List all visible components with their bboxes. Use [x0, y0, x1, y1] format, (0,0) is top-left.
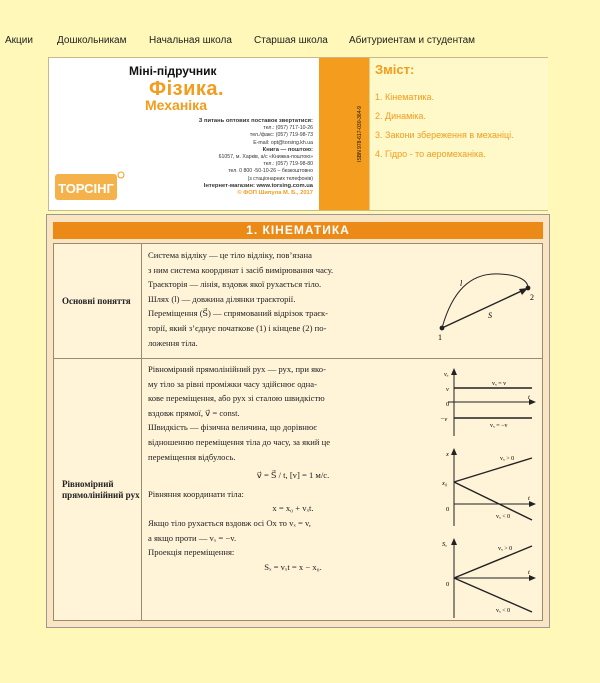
text-line: Рівняння координати тіла:: [148, 488, 244, 499]
velocity-formula: v⃗ = S⃗ / t, [v] = 1 м/с.: [256, 470, 330, 481]
contact-line: (з стаціонарних телефонів): [247, 175, 313, 182]
tick-label-x0: x₀: [442, 480, 448, 487]
text-line: Система відліку — це тіло відліку, пов’язана: [148, 250, 312, 260]
row-label-text: Основні поняття: [62, 295, 131, 306]
line-label-negative: vₓ < 0: [496, 514, 511, 520]
text-line: Переміщення (S⃗) — спрямований відрізок траєк-: [148, 308, 329, 319]
axis-label-t: t: [528, 495, 530, 502]
toc-title: Зміст:: [375, 62, 415, 77]
axis-label-t: t: [528, 394, 530, 401]
table-of-contents: [369, 58, 548, 210]
basic-concepts-text: [148, 248, 428, 350]
cover-section: Механіка: [145, 97, 207, 113]
contact-line: Інтернет-магазин: www.torsing.com.ua: [203, 182, 313, 189]
cover-series: Міні-підручник: [129, 64, 217, 78]
origin-label: 0: [446, 506, 450, 513]
displacement-label: S⃗: [488, 311, 499, 320]
tick-label-v: v: [446, 386, 449, 393]
trajectory-label-l: l: [460, 279, 463, 288]
contact-line: 61057, м. Харків, а/с «Книжка-поштою»: [218, 154, 313, 161]
text-line: ложення тіла.: [148, 337, 198, 348]
velocity-time-graph: [440, 366, 538, 438]
line-label-negative: vₓ < 0: [496, 608, 511, 614]
contact-line: E-mail: opt@torsing.kh.ua: [253, 139, 313, 146]
contact-line: тел. 0 800 -50-10-26 – безкоштовно: [228, 168, 313, 175]
trajectory-diagram: [430, 252, 538, 342]
line-label-positive: vₓ > 0: [500, 456, 515, 462]
text-line: з ним система координат і засіб вимірювання часу.: [148, 264, 334, 275]
row-label-basic-concepts: [54, 244, 142, 358]
line-label-minus-v: vₓ = −v: [490, 423, 508, 429]
kinematics-table: [53, 243, 543, 621]
text-line: кове переміщення, або рух зі сталою швидкістю: [148, 393, 325, 404]
text-line: Якщо тіло рухається вздовж осі Ox то vₓ = v,: [148, 517, 311, 528]
isbn-label: ISBN 978-617-030-364-9: [357, 106, 363, 162]
text-line: му тіло за рівні проміжки часу здійснює одна-: [148, 378, 317, 389]
coordinate-time-graph: [440, 446, 538, 528]
contact-line: тел./факс: (057) 719-98-73: [249, 132, 313, 139]
contact-line: тел.: (057) 717-10-26: [263, 125, 313, 132]
text-line: Рівномірний прямолінійний рух — рух, при яко-: [148, 364, 326, 374]
cover-front: [49, 58, 319, 210]
section-header: 1. КІНЕМАТИКА: [53, 222, 543, 239]
nav-item-preschool[interactable]: Дошкольникам: [57, 35, 127, 46]
point-1-label: 1: [438, 333, 442, 342]
toc-item-kinematics[interactable]: 1. Кінематика.: [375, 92, 435, 102]
point-2-label: 2: [530, 293, 534, 302]
cover-subject: Фізика.: [149, 78, 225, 100]
displacement-time-graph: [440, 536, 538, 620]
text-line: Швидкість — фізична величина, що дорівнює: [148, 422, 317, 433]
logo-text: ТОРСІНГ: [58, 181, 114, 196]
coordinate-formula: x = x₀ + vₓt.: [272, 503, 314, 514]
row-label-uniform-motion: [54, 359, 142, 620]
text-line: торії, який з’єднує початкове (1) і кінцеве (2) по-: [148, 322, 327, 333]
text-line: відношенню переміщення тіла до часу, за який це: [148, 436, 331, 447]
nav-item-high-school[interactable]: Старшая школа: [254, 35, 328, 46]
axis-label-vx: vₓ: [444, 371, 449, 378]
contact-line: © ФОП Шипула М. Б., 2017: [237, 190, 313, 197]
axis-label-sx: Sₓ: [442, 541, 448, 548]
origin-label: 0: [446, 581, 450, 588]
line-label-v: vₓ = v: [492, 381, 507, 387]
origin-label: 0: [446, 401, 450, 408]
axis-label-t: t: [528, 569, 530, 576]
text-line: Шлях (l) — довжина ділянки траєкторії.: [148, 293, 296, 304]
contact-line: З питань оптових поставок звертатися:: [198, 118, 313, 124]
displacement-formula: Sₓ = vₓt = x − x₀.: [264, 561, 322, 572]
book-cover: [48, 57, 548, 211]
axis-label-x: x: [446, 451, 449, 458]
toc-item-hydro[interactable]: 4. Гідро - то аеромеханіка.: [375, 149, 486, 159]
nav-item-primary-school[interactable]: Начальная школа: [149, 35, 232, 46]
text-line: переміщення відбулось.: [148, 451, 236, 462]
contact-line: тел.: (057) 719-98-80: [263, 161, 313, 168]
tick-label-minus-v: −v: [440, 416, 448, 423]
toc-item-dynamics[interactable]: 2. Динаміка.: [375, 111, 426, 121]
text-line: Траєкторія — лінія, вздовж якої рухається тіло.: [148, 279, 322, 290]
text-line: Проекція переміщення:: [148, 547, 235, 558]
nav-item-applicants[interactable]: Абитуриентам и студентам: [349, 35, 476, 46]
row-label-text: Рівномірний прямолінійний рух: [62, 478, 140, 500]
text-line: а якщо проти — vₓ = −v.: [148, 532, 237, 543]
nav-item-aktsii[interactable]: Акции: [5, 35, 33, 46]
contact-line: Книга — поштою:: [262, 146, 313, 153]
toc-item-conservation[interactable]: 3. Закони збереження в механіці.: [375, 130, 514, 140]
uniform-motion-text: [148, 362, 438, 574]
line-label-positive: vₓ > 0: [498, 546, 513, 552]
kinematics-page: [46, 214, 550, 628]
torsing-logo: [55, 170, 125, 204]
text-line: вздовж прямої, v⃗ = const.: [148, 407, 240, 418]
cover-contacts: [143, 118, 313, 197]
top-nav: [0, 0, 600, 50]
